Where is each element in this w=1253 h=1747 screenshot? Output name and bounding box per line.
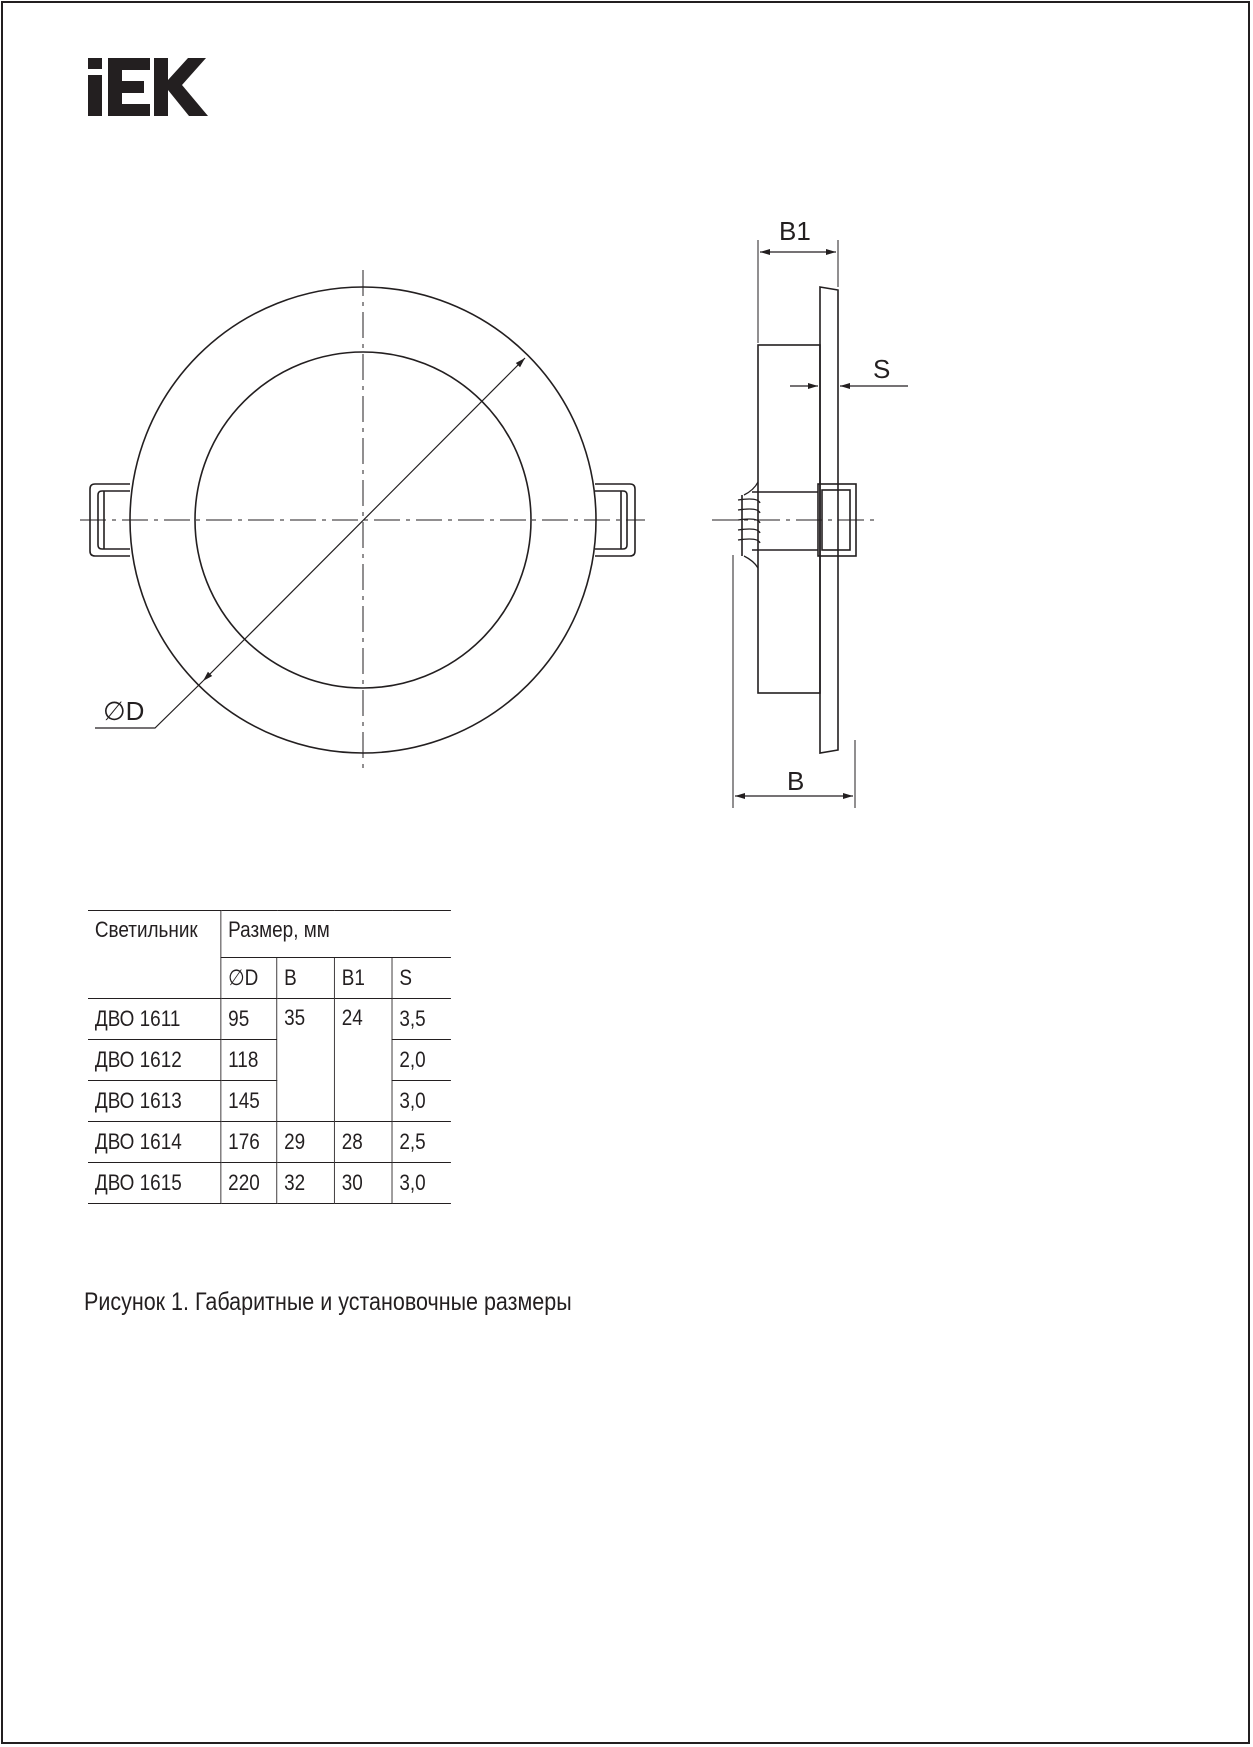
cell-s: 2,5 (392, 1122, 451, 1163)
cell-s: 3,0 (392, 1163, 451, 1204)
table-header-row (88, 911, 451, 958)
cell-b1: 28 (334, 1122, 392, 1163)
cell-d: 118 (221, 1040, 277, 1081)
subheader-b: B (277, 958, 335, 999)
cell-s: 3,0 (392, 1081, 451, 1122)
cell-b1: 30 (334, 1163, 392, 1204)
cell-s: 2,0 (392, 1040, 451, 1081)
cell-name: ДВО 1613 (88, 1081, 221, 1122)
subheader-s: S (392, 958, 451, 999)
table-row (88, 1163, 451, 1204)
cell-name: ДВО 1612 (88, 1040, 221, 1081)
figure-caption: Рисунок 1. Габаритные и установочные размеры (84, 1288, 572, 1316)
cell-d: 220 (221, 1163, 277, 1204)
cell-b: 32 (277, 1163, 335, 1204)
cell-b: 35 (277, 999, 335, 1122)
table-row (88, 1081, 451, 1122)
b-label: B (787, 766, 805, 796)
cell-b: 29 (277, 1122, 335, 1163)
b1-label: B1 (779, 216, 811, 246)
front-view (80, 270, 645, 768)
cell-d: 176 (221, 1122, 277, 1163)
cell-d: 95 (221, 999, 277, 1040)
cell-b1: 24 (334, 999, 392, 1122)
subheader-d: ∅D (221, 958, 277, 999)
table-row (88, 999, 451, 1040)
cell-name: ДВО 1614 (88, 1122, 221, 1163)
dimensions-table (88, 910, 451, 1204)
s-label: S (873, 354, 891, 384)
subheader-b1: B1 (334, 958, 392, 999)
table-row (88, 1122, 451, 1163)
diameter-label: ∅D (103, 696, 145, 726)
cell-s: 3,5 (392, 999, 451, 1040)
cell-name: ДВО 1615 (88, 1163, 221, 1204)
header-luminaire: Светильник (88, 911, 221, 999)
side-view (712, 240, 908, 808)
cell-name: ДВО 1611 (88, 999, 221, 1040)
cell-d: 145 (221, 1081, 277, 1122)
header-size: Размер, мм (221, 911, 451, 958)
table-row (88, 1040, 451, 1081)
